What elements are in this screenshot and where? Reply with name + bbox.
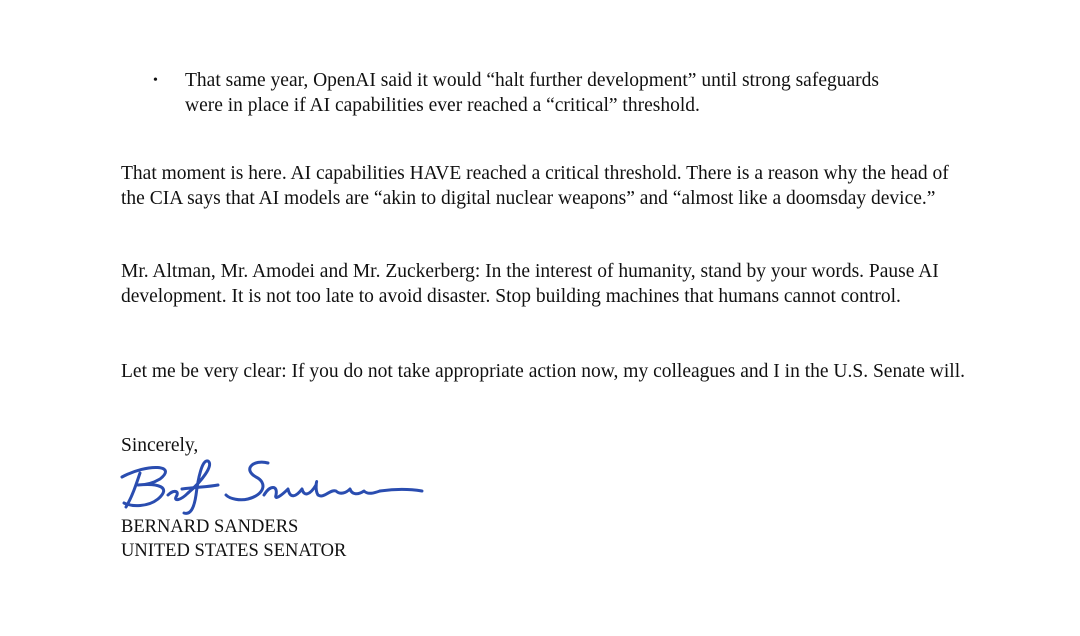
signature-ink <box>122 461 422 514</box>
paragraph-critical-threshold: That moment is here. AI capabilities HAVE reached a critical threshold. There is a reason why the head of the CIA says that AI models are “akin to digital nuclear weapons” and “almost like a doomsday device.” <box>121 163 949 209</box>
closing-salutation: Sincerely, <box>121 435 199 456</box>
bullet-text-line-1: That same year, OpenAI said it would “halt further development” until strong safeguards <box>185 70 879 91</box>
handwritten-signature <box>118 455 428 517</box>
signer-name: BERNARD SANDERS <box>121 517 299 537</box>
bullet-text-line-2: were in place if AI capabilities ever reached a “critical” threshold. <box>185 94 700 116</box>
bullet-list-item <box>153 69 975 118</box>
signer-title: UNITED STATES SENATOR <box>121 541 347 561</box>
paragraph-appeal-to-ceos: Mr. Altman, Mr. Amodei and Mr. Zuckerberg: In the interest of humanity, stand by your words. Pause AI development. It is not too late to avoid disaster. Stop building machines that humans cannot control. <box>121 261 939 307</box>
bullet-marker: • <box>153 73 158 88</box>
paragraph-warning: Let me be very clear: If you do not take appropriate action now, my colleagues and I in the U.S. Senate will. <box>121 361 966 382</box>
